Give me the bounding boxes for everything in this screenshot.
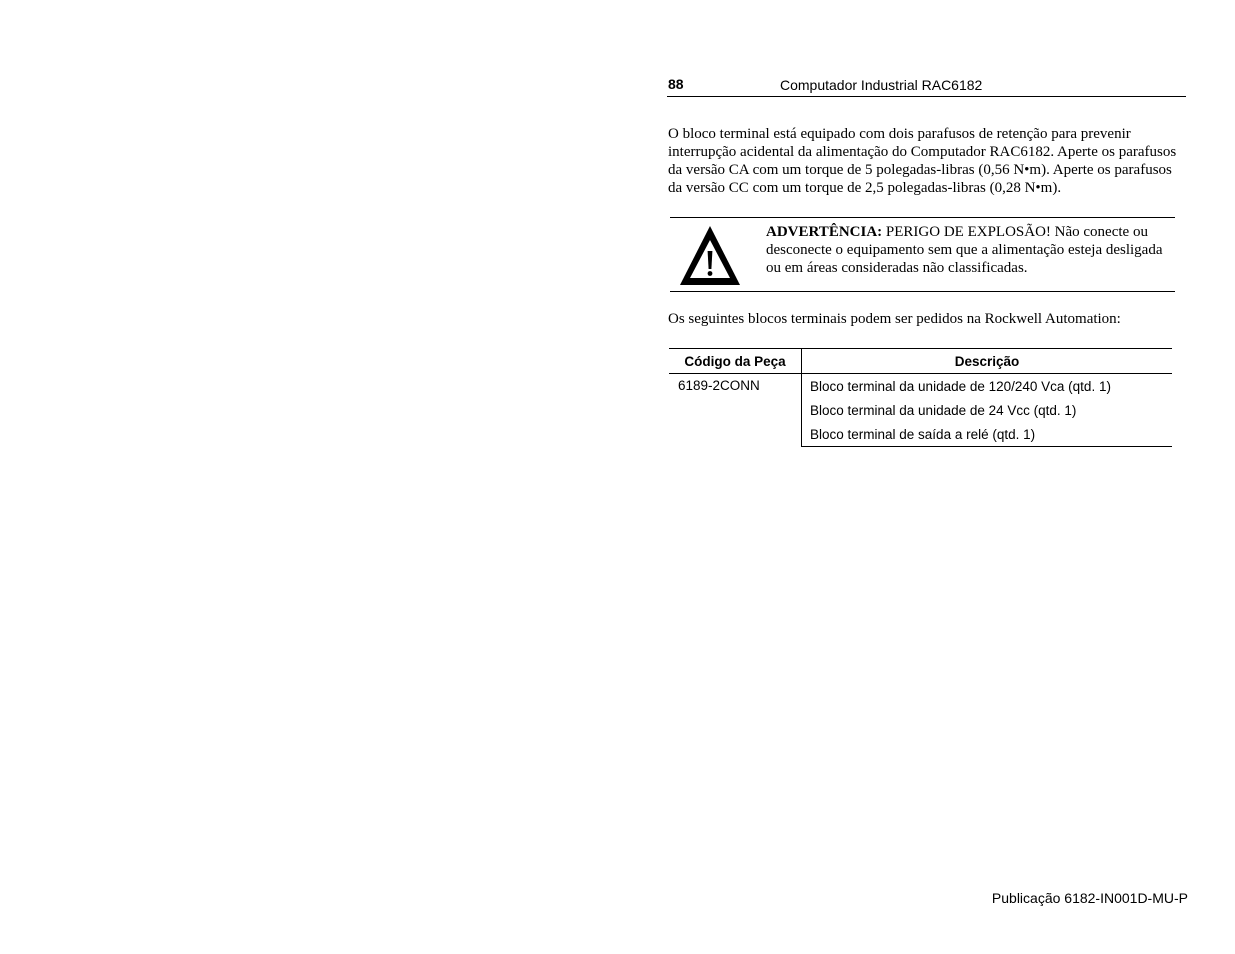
column-header-description: Descrição: [802, 349, 1173, 374]
warning-label: ADVERTÊNCIA:: [766, 224, 883, 240]
table-row: [669, 374, 1172, 399]
table-header-row: [669, 349, 1172, 374]
page-number: 88: [668, 76, 684, 92]
page-header: [667, 76, 1186, 97]
part-code-cell: 6189-2CONN: [669, 374, 802, 447]
warning-triangle-icon: [677, 223, 743, 287]
intro-paragraph: O bloco terminal está equipado com dois parafusos de retenção para prevenir interrupção acidental da alimentação do Computador RAC6182. Aperte os parafusos da versão CA com um torque de 5 polegadas-libras (0,56 N•m). Aperte os parafusos da versão CC com um torque de 2,5 polegadas-libras (0,28 N•m).: [668, 126, 1177, 196]
publication-footer: Publicação 6182-IN001D-MU-P: [991, 890, 1188, 906]
description-cell: Bloco terminal da unidade de 24 Vcc (qtd. 1): [810, 402, 1077, 418]
list-intro: Os seguintes blocos terminais podem ser pedidos na Rockwell Automation:: [668, 311, 1121, 327]
running-title: Computador Industrial RAC6182: [780, 77, 983, 93]
description-cell: Bloco terminal da unidade de 120/240 Vca (qtd. 1): [810, 378, 1111, 394]
description-cell: Bloco terminal de saída a relé (qtd. 1): [802, 422, 1173, 447]
warning-text: [766, 223, 1171, 277]
column-header-part-code: Código da Peça: [669, 349, 802, 374]
warning-box: [670, 217, 1175, 292]
warning-message: PERIGO DE EXPLOSÃO! Não conecte ou desconecte o equipamento sem que a alimentação esteja desligada ou em áreas consideradas não classificadas.: [766, 224, 1163, 276]
parts-table: [669, 348, 1172, 447]
